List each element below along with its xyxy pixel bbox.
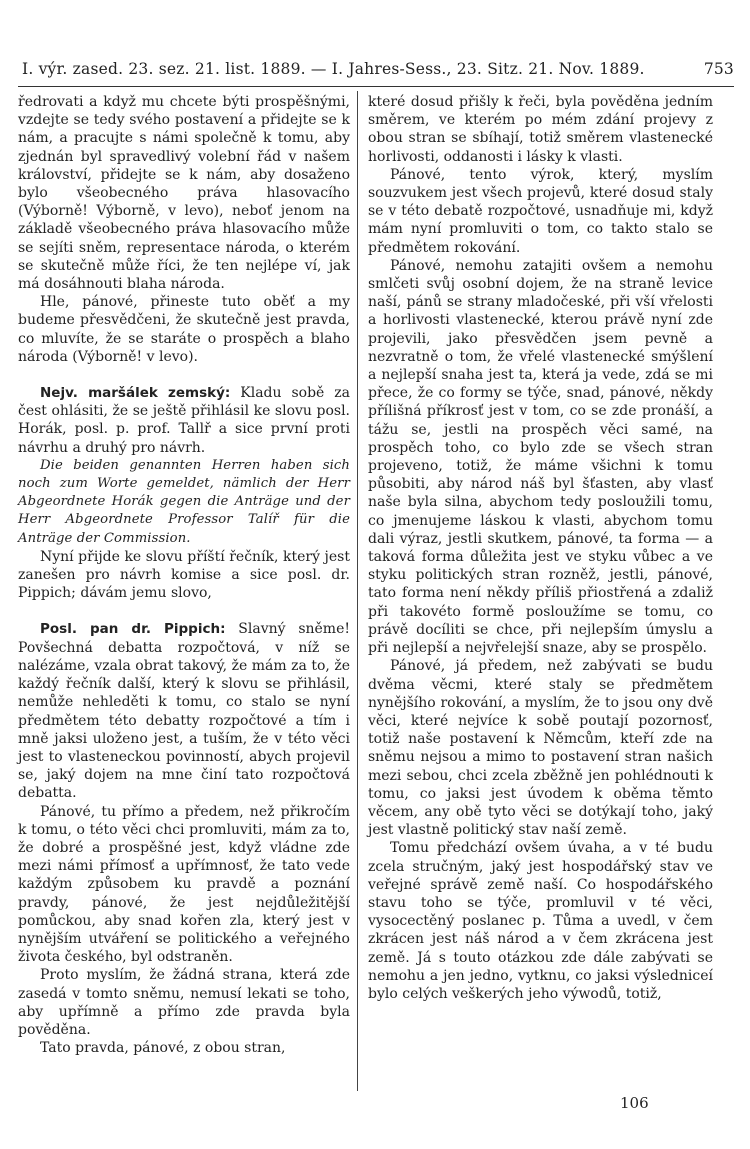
right-column xyxy=(368,93,713,1003)
paragraph-gap xyxy=(18,602,350,620)
page-number: 753 xyxy=(703,60,734,78)
text-paragraph: Proto myslím, že žádná strana, která zde zasedá v tomto sněmu, nemusí lekati se toho, aby upřímně a přímo zde pravda byla pověděna. xyxy=(18,967,350,1038)
speaker-name: Nejv. maršálek zemský: xyxy=(40,385,231,402)
text-paragraph: Tomu předchází ovšem úvaha, a v té budu zcela stručným, jaký jest hospodářský stav ve veřejné správě země naší. Co hospodářského stavu toho se týče, promluvil v té věci, vysocectěný poslanec p. Tůma a uvedl, v čem zkrácen jest náš národ a v čem zkrácena jest země. Já s touto otázkou zde dále zabývati se nemohu a jen jedno, vytknu, co jaksi výsledniceí bylo celých veškerých jeho výwodů, totiž, xyxy=(368,840,713,1002)
speech-text: Kladu sobě za čest ohlásiti, že se ještě přihlásil ke slovu posl. Horák, posl. p. prof. Tallř a sice první proti návrhu a druhý pro návrh. xyxy=(18,385,350,456)
left-column xyxy=(18,93,350,1057)
text-paragraph: Pánové, já předem, než zabývati se budu dvěma věcmi, které staly se předmětem nynějšího rokování, a myslím, že to jsou ony dvě věci, které nejvíce k sobě poutají pozornosť, totiž naše postavení k Němcům, kteří zde na sněmu nejsou a mimo to postavení stran našich mezi sebou, chci zcela zběžně jen pohlédnouti k tomu, co jaksi jest úvodem k oběma těmto věcem, any obě tyto věci se dotýkají toho, jaký jest vlastně politický stav naší země. xyxy=(368,658,713,839)
column-divider xyxy=(357,91,358,1091)
running-header xyxy=(22,58,734,84)
header-title: I. výr. zased. 23. sez. 21. list. 1889. — I. Jahres-Sess., 23. Sitz. 21. Nov. 1889. xyxy=(22,60,645,78)
speaker-paragraph xyxy=(18,620,350,802)
speaker-name: Posl. pan dr. Pippich: xyxy=(40,621,226,638)
paragraph-gap xyxy=(18,366,350,384)
text-paragraph: Pánové, nemohu zatajiti ovšem a nemohu smlčeti svůj osobní dojem, že na straně levice naší, pánů se strany mladočeské, při vší vřelosti a horlivosti vlastenecké, kterou právě nyní zde projevili, jako přesvědčen jsem pevně a nezvratně o tom, že vřelé vlastenecké smýšlení a nejlepší snaha jest ta, která ja vede, zdá se mi přece, že co formy se týče, snad, pánové, někdy přílišná příkrosť jest v tom, co se zde pronáší, a tážu se, jestli na prospěch věci samé, na prospěch toho, co bylo zde se všech stran projeveno, totiž, že máme všichni k tomu působiti, aby národ náš byl šťasten, aby vlasť naše byla silna, abychom tedy posloužili tomu, co jmenujeme láskou k vlasti, abychom tomu dali výraz, jestli skutkem, pánové, ta forma — a taková forma důležita jest ve styku vůbec a ve styku politických stran rozněž, jestli, pánové, tato forma není někdy příliš přiostřená a zdaliž při takovéto formě posloužíme se tomu, co právě docíliti se chce, při nejlepším úmyslu a při nejlepší a nejvřelejší snaze, aby se prospělo. xyxy=(368,257,713,657)
text-paragraph: Pánové, tu přímo a předem, než přikročím k tomu, o této věci chci promluviti, mám za to, že dobré a prospěšné jest, když vládne zde mezi námi přímosť a upřímnosť, že tato vede každým způsobem ku pravdě a poznání pravdy, pánové, že jest nejdůležitější pomůckou, aby snad kořen zla, který jest v nynějším utváření se politického a veřejného života českého, byl odstraněn. xyxy=(18,803,350,966)
text-paragraph: Nyní přijde ke slovu příští řečník, který jest zanešen pro návrh komise a sice posl. dr. Pippich; dávám jemu slovo, xyxy=(18,548,350,602)
speech-text: Slavný sněme! Povšechná debatta rozpočtová, v níž se nalézáme, vzala obrat takový, že mám za to, že každý řečník další, který k slovu se přihlásil, nemůže nehleděti k tomu, co stalo se nyní předmětem této debatty rozpočtové a tím i mně jaksi uloženo jest, a tuším, že v této věci jest to vlasteneckou povinností, abych projevil se, jaký dojem na mne činí tato rozpočtová debatta. xyxy=(18,621,350,802)
signature-number: 106 xyxy=(620,1094,649,1112)
german-paragraph: Die beiden genannten Herren haben sich noch zum Worte gemeldet, nämlich der Herr Abgeordnete Horák gegen die Anträge und der Herr Abgeordnete Professor Talíř für die Anträge der Commission. xyxy=(18,457,350,546)
text-paragraph: Hle, pánové, přineste tuto oběť a my budeme přesvědčeni, že skutečně jest pravda, co mluvíte, že se staráte o prospěch a blaho národa (Výborně! v levo). xyxy=(18,294,350,365)
text-paragraph: Tato pravda, pánové, z obou stran, xyxy=(40,1040,286,1057)
text-paragraph: ředrovati a když mu chcete býti prospěšnými, vzdejte se tedy svého postavení a přidejte se k nám, a pracujte s námi společně k tomu, aby zjednán byl spravedlivý volební řád v našem království, přidejte se k nám, aby dosaženo bylo všeobecného práva hlasovacího (Výborně! Výborně, v levo), neboť jenom na základě všeobecného práva hlasovacího může se sejíti sněm, representace národa, o kterém se skutečně může říci, že ten nejlépe ví, jak má dosáhnouti blaha národa. xyxy=(18,94,350,293)
text-paragraph: které dosud přišly k řeči, byla pověděna jedním směrem, ve kterém po mém zdání projevy z obou stran se sbíhají, totiž směrem vlastenecké horlivosti, oddanosti i lásky k vlasti. xyxy=(368,94,713,165)
speaker-paragraph xyxy=(18,384,350,457)
text-paragraph: Pánové, tento výrok, který, myslím souzvukem jest všech projevů, které dosud staly se v této debatě rozpočtové, usnadňuje mi, když mám nyní promluviti o tom, co takto stalo se předmětem rokování. xyxy=(368,166,713,256)
header-rule xyxy=(18,86,734,87)
